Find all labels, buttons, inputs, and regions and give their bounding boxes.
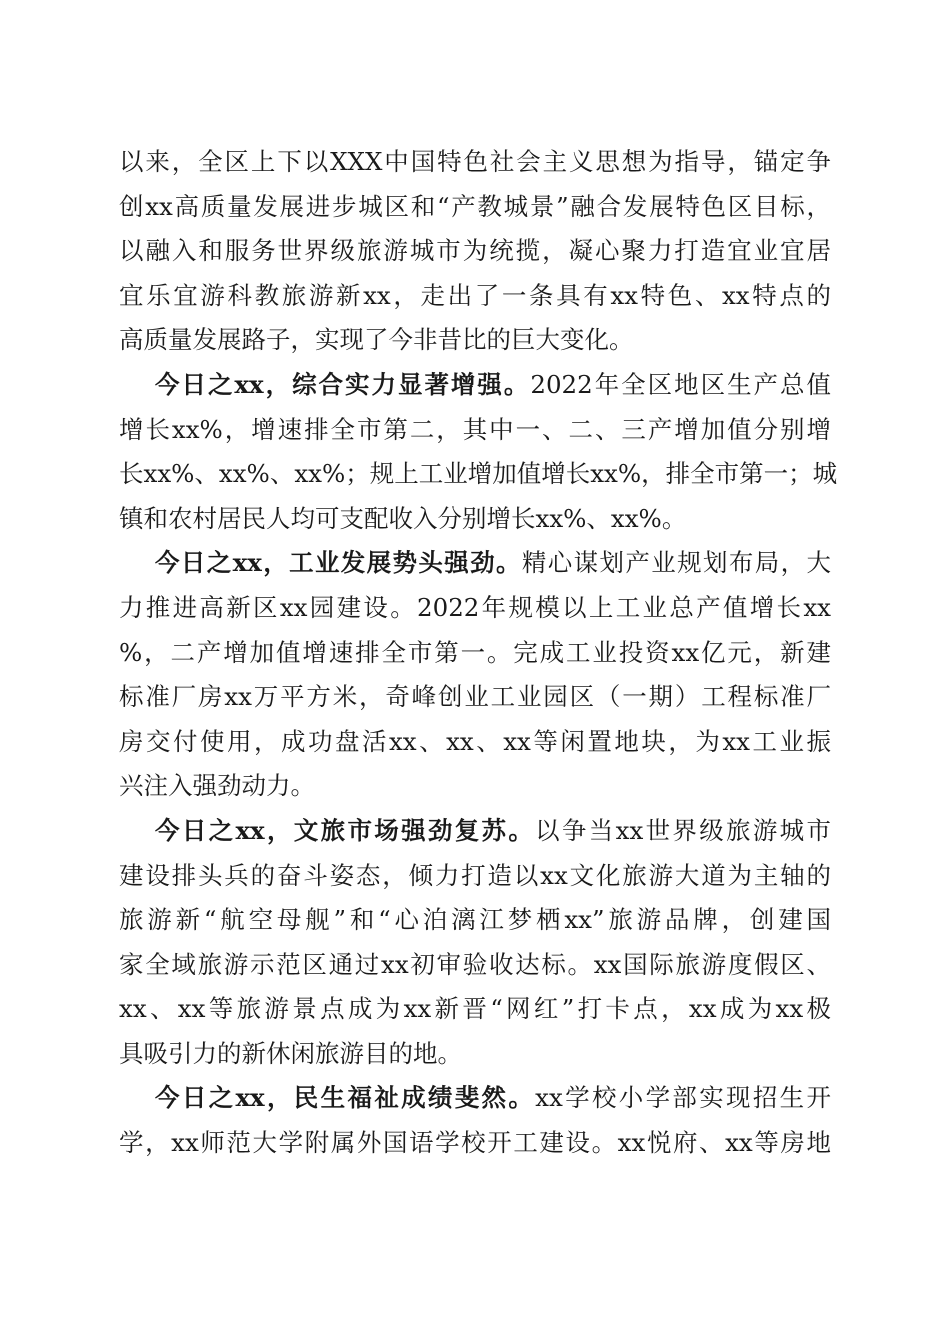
text-line: 力推进高新区xx园建设。2022年规模以上工业总产值增长xx [119,592,831,622]
paragraph-tourism [119,809,831,1077]
text-line: 创xx高质量发展进步城区和“产教城景”融合发展特色区目标， [119,191,831,221]
text-line: 学，xx师范大学附属外国语学校开工建设。xx悦府、xx等房地 [119,1128,831,1158]
text-line: 镇和农村居民人均可支配收入分别增长xx%、xx%。 [119,503,687,533]
text-line: 房交付使用，成功盘活xx、xx、xx等闲置地块，为xx工业振 [119,726,831,756]
paragraph-heading: 今日之xx，综合实力显著增强。 [155,369,531,399]
text-line: 家全域旅游示范区通过xx初审验收达标。xx国际旅游度假区、 [119,949,831,979]
text-line: 具吸引力的新休闲旅游目的地。 [119,1038,462,1068]
paragraph-heading: 今日之xx，文旅市场强劲复苏。 [155,815,536,845]
paragraph-livelihood [119,1076,831,1165]
text-line: 旅游新“航空母舰”和“心泊漓江梦栖xx”旅游品牌，创建国 [119,905,831,935]
paragraph-economy [119,363,838,541]
text-line: 增长xx%，增速排全市第二，其中一、二、三产增加值分别增 [119,414,831,444]
paragraph-industry [119,541,831,809]
text-line: 今日之xx，工业发展势头强劲。精心谋划产业规划布局，大 [155,548,832,578]
text-line: %，二产增加值增速排全市第一。完成工业投资xx亿元，新建 [119,637,831,667]
text-line: 以融入和服务世界级旅游城市为统揽，凝心聚力打造宜业宜居 [119,236,831,266]
paragraph-heading: 今日之xx，民生福祉成绩斐然。 [155,1083,536,1113]
text-line: 高质量发展路子，实现了今非昔比的巨大变化。 [119,325,634,355]
text-line: 以来，全区上下以XXX中国特色社会主义思想为指导，锚定争 [119,147,831,176]
text-line: 今日之xx，民生福祉成绩斐然。xx学校小学部实现招生开 [155,1083,831,1113]
document-body [119,140,838,1166]
text-line: 长xx%、xx%、xx%；规上工业增加值增长xx%，排全市第一；城 [119,459,838,489]
text-line: 兴注入强劲动力。 [119,771,315,801]
paragraph-intro [119,140,831,363]
text-line: 今日之xx，综合实力显著增强。2022年全区地区生产总值 [155,369,831,399]
text-line: 今日之xx，文旅市场强劲复苏。以争当xx世界级旅游城市 [155,815,831,845]
text-line: 标准厂房xx万平方米，奇峰创业工业园区（一期）工程标准厂 [119,682,831,712]
text-line: xx、xx等旅游景点成为xx新晋“网红”打卡点，xx成为xx极 [119,994,831,1024]
text-line: 建设排头兵的奋斗姿态，倾力打造以xx文化旅游大道为主轴的 [119,860,831,890]
paragraph-heading: 今日之xx，工业发展势头强劲。 [155,548,522,578]
text-line: 宜乐宜游科教旅游新xx，走出了一条具有xx特色、xx特点的 [119,280,831,310]
